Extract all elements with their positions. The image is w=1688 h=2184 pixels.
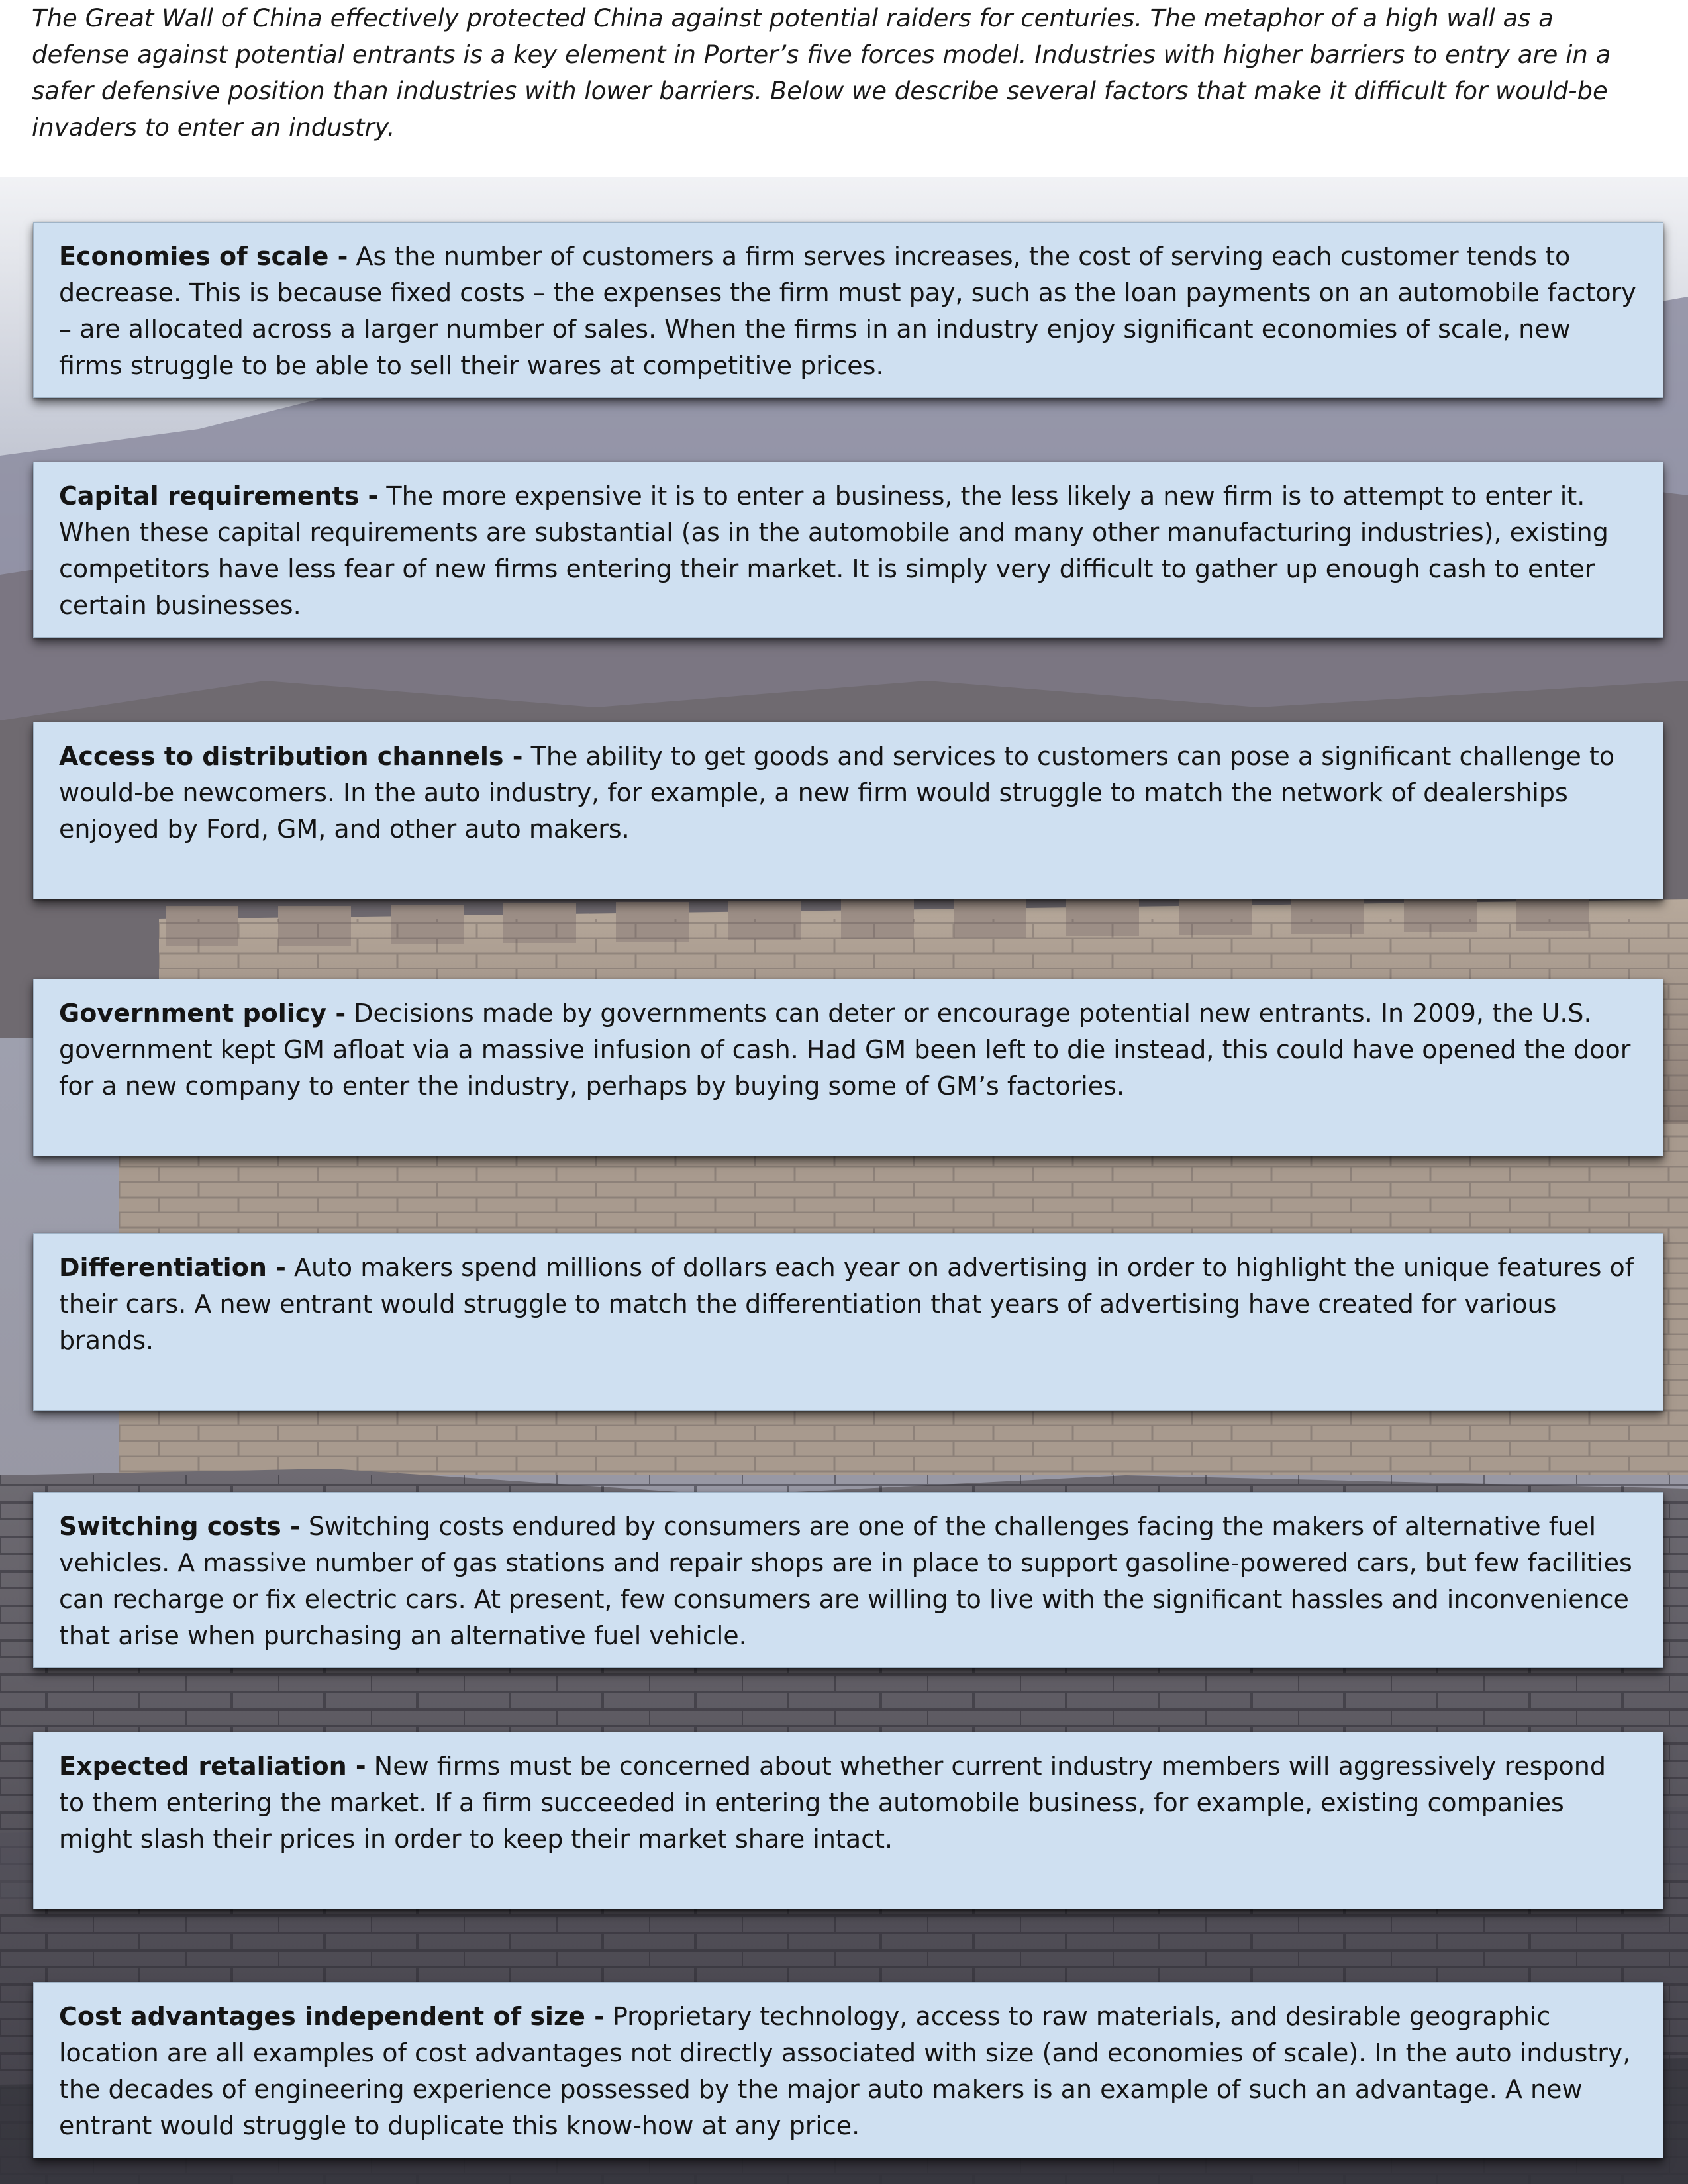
factor-term: Cost advantages independent of size - bbox=[59, 2002, 605, 2031]
factor-box-government-policy bbox=[33, 979, 1663, 1156]
factor-description: As the number of customers a firm serves increases, the cost of serving each customer tends to decrease. This is because fixed costs – the expenses the firm must pay, such as the loan payments on an automobile factory – are allocated across a larger number of sales. When the firms in an industry enjoy significant economies of scale, new firms struggle to be able to sell their wares at competitive prices. bbox=[59, 242, 1636, 380]
factor-box-expected-retaliation bbox=[33, 1732, 1663, 1909]
factor-term: Switching costs - bbox=[59, 1512, 301, 1541]
factor-description: Switching costs endured by consumers are one of the challenges facing the makers of alternative fuel vehicles. A massive number of gas stations and repair shops are in place to support gasoline-powered cars, but few facilities can recharge or fix electric cars. At present, few consumers are willing to live with the significant hassles and inconvenience that arise when purchasing an alternative fuel vehicle. bbox=[59, 1512, 1632, 1650]
factor-term: Access to distribution channels - bbox=[59, 742, 523, 771]
factor-box-differentiation bbox=[33, 1233, 1663, 1411]
factor-term: Government policy - bbox=[59, 999, 346, 1028]
factor-description: Proprietary technology, access to raw materials, and desirable geographic location are all examples of cost advantages not directly associated with size (and economies of scale). In the auto industry, the decades of engineering experience possessed by the major auto makers is an example of such an advantage. A new entrant would struggle to duplicate this know-how at any price. bbox=[59, 2002, 1631, 2140]
factor-description: The ability to get goods and services to customers can pose a significant challenge to would-be newcomers. In the auto industry, for example, a new firm would struggle to match the network of dealerships enjoyed by Ford, GM, and other auto makers. bbox=[59, 742, 1615, 844]
factor-description: Decisions made by governments can deter or encourage potential new entrants. In 2009, the U.S. government kept GM afloat via a massive infusion of cash. Had GM been left to die instead, this could have opened the door for a new company to enter the industry, perhaps by buying some of GM’s factories. bbox=[59, 999, 1631, 1101]
factor-term: Expected retaliation - bbox=[59, 1752, 366, 1781]
factor-description: Auto makers spend millions of dollars each year on advertising in order to highlight the unique features of their cars. A new entrant would struggle to match the differentiation that years of advertising have created for various brands. bbox=[59, 1253, 1634, 1355]
factor-box-capital-requirements bbox=[33, 462, 1663, 638]
factor-term: Capital requirements - bbox=[59, 481, 379, 511]
factor-box-access-to-distribution-channels bbox=[33, 722, 1663, 899]
factor-term: Differentiation - bbox=[59, 1253, 286, 1282]
intro-paragraph: The Great Wall of China effectively protected China against potential raiders for centuries. The metaphor of a high wall as a defense against potential entrants is a key element in Porter’s five forces model. Industries with higher barriers to entry are in a safer defensive position than industries with lower barriers. Below we describe several factors that make it difficult for would-be invaders to enter an industry. bbox=[32, 4, 1611, 142]
factor-box-cost-advantages-independent-of-size bbox=[33, 1982, 1663, 2158]
factor-box-economies-of-scale bbox=[33, 222, 1663, 398]
factor-term: Economies of scale - bbox=[59, 242, 348, 271]
factor-box-switching-costs bbox=[33, 1492, 1663, 1668]
factor-description: New firms must be concerned about whether current industry members will aggressively respond to them entering the market. If a firm succeeded in entering the automobile business, for example, existing companies might slash their prices in order to keep their market share intact. bbox=[59, 1752, 1606, 1854]
factor-description: The more expensive it is to enter a business, the less likely a new firm is to attempt to enter it. When these capital requirements are substantial (as in the automobile and many other manufacturing industries), existing competitors have less fear of new firms entering their market. It is simply very difficult to gather up enough cash to enter certain businesses. bbox=[59, 481, 1609, 620]
